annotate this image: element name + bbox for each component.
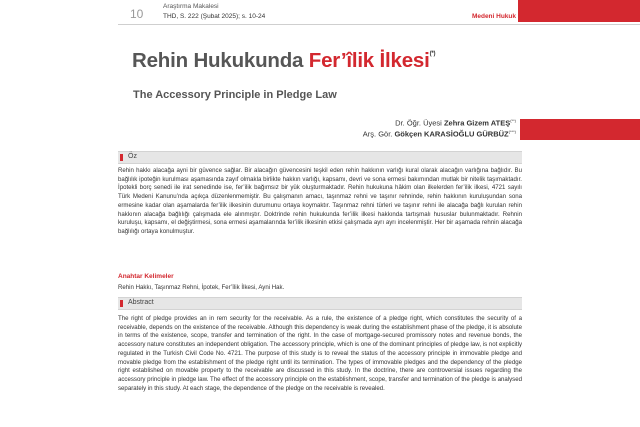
citation: THD, S. 222 (Şubat 2025); s. 10-24 [163,13,266,20]
title-part-2: Fer’îlik İlkesi [308,49,430,72]
page-number: 10 [130,7,144,21]
oz-marker [120,154,123,161]
title-footnote: (*) [429,51,436,57]
keywords-heading: Anahtar Kelimeler [118,273,174,280]
oz-heading-bar [118,151,522,164]
article-type: Araştırma Makalesi [163,3,219,10]
author-1 [395,118,516,128]
author-1-note: (**) [510,118,516,123]
author-2 [363,129,516,139]
title-part-1: Rehin Hukukunda [132,49,309,72]
abstract-heading-bar [118,297,522,310]
abstract-heading: Abstract [128,299,154,306]
author-2-name: Gökçen KARASİOĞLU GÜRBÜZ [394,129,509,139]
header-accent-bar [518,0,640,22]
author-1-name: Zehra Gizem ATEŞ [443,118,511,128]
header-divider [118,24,640,25]
oz-heading: Öz [128,153,137,160]
paper-title [132,49,435,73]
oz-text: Rehin hakkı alacağa ayni bir güvence sağlar. Bir alacağın güvencesini teşkil eden rehin hakkının varlığı kural olarak alacağın varlığına bağlıdır. Bu bağlılık ipoteğin kurulması aşamasında zayıf olmakla birlikte hakkın varlığı, kapsamı, devri ve sona ermesi bakımından mutlak bir nitelik taşımaktadır. İpotekli borç senedi ile irat senedinde ise, fer’ilik bağımsız bir yük oluşturmaktadır. Rehin hukukuna hâkim olan ilkelerden fer’ilik ilkesi, 4721 sayılı Türk Medeni Kanunu’nda açıkça düzenlenmemiştir. Bu çalışmanın amacı, taşınmaz rehni ve taşınır rehninde, rehin hakkının kuruluşundan sona ermesine kadar olan aşamalarda fer’ilik ilkesinin durumunu ortaya koymaktır. Taşınmaz rehni türleri ve taşınır rehni ile alacağa bağlı kurulan rehin hakkının alacağa bağlılığı çalışmada ele alınmıştır. Doktrinde rehin hukukunda fer’ilik ilkesi hakkında tartışmalı hususlar bulunmaktadır. Rehnin kuruluşu, kapsamı, el değiştirmesi, sona ermesi aşamalarında fer’ilik ilkesinin etkisi çalışmada ayrı ayrı incelenmiştir. Her bir aşamada rehnin alacağa bağlılığı ortaya konulmuştur. [118,167,522,235]
paper-subtitle: The Accessory Principle in Pledge Law [133,89,337,101]
author-accent-bar [520,119,640,140]
author-2-note: (***) [508,129,516,134]
abstract-marker [120,300,123,307]
abstract-text: The right of pledge provides an in rem security for the receivable. As a rule, the existence of a pledge right, which constitutes the security of a receivable, depends on the existence of the receivable. Although this dependency is weak during the establishment phase of the pledge, it is absolute in terms of the existence, scope, transfer and termination of the right. In the case of mortgage-secured promissory notes and revenue bonds, the accessory nature constitutes an independent obligation. The accessory principle, which is one of the dominant principles of pledge law, is not explicitly regulated in the Turkish Civil Code No. 4721. The purpose of this study is to reveal the status of the accessory principle in immovable pledge and movable pledge from the establishment of the pledge right until its termination. The types of immovable pledges and the dependency of the pledge right established on movable property to the receivable are discussed in this study. In the doctrine, there are controversial issues regarding the accessory principle in pledge law. The effect of the accessory principle on the establishment, scope, transfer and termination of the pledge is analysed separately in this study. At each stage, the dependence of the pledge on the receivable is revealed. [118,315,522,392]
author-2-title: Arş. Gör. [362,129,395,139]
section-label: Medeni Hukuk [471,13,516,20]
author-1-title: Dr. Öğr. Üyesi [395,118,444,128]
keywords-text: Rehin Hakkı, Taşınmaz Rehni, İpotek, Fer’îlik İlkesi, Ayni Hak. [118,284,285,291]
